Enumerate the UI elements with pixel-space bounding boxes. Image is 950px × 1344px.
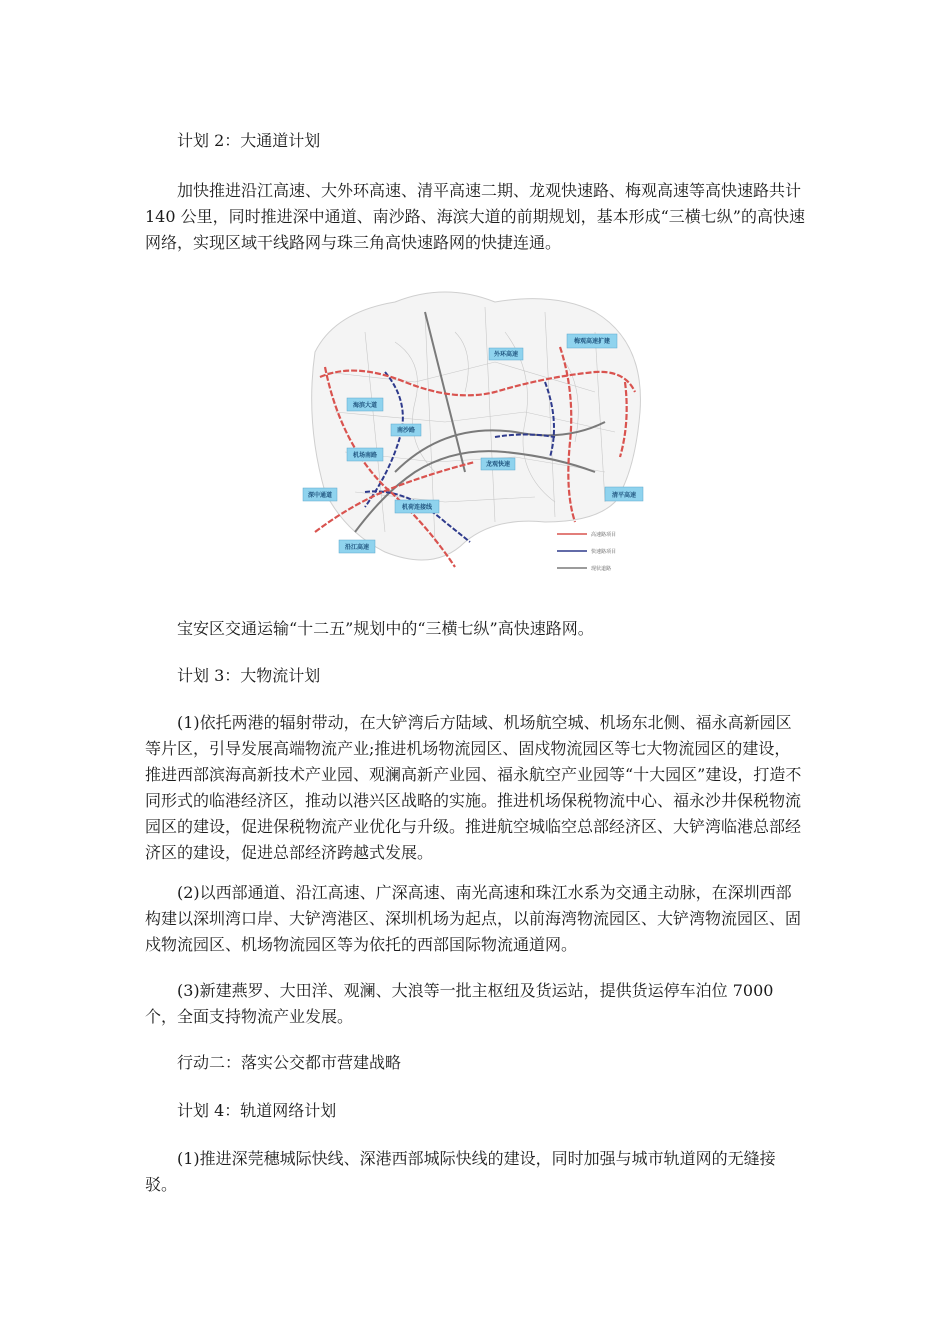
plan2-heading: 计划 2：大通道计划 — [177, 131, 321, 150]
plan4-item1: (1)推进深莞穗城际快线、深港西部城际快线的建设，同时加强与城市轨道网的无缝接驳。 — [145, 1149, 776, 1194]
plan3-item1: (1)依托两港的辐射带动，在大铲湾后方陆域、机场航空城、机场东北侧、福永高新园区等片区，引导发展高端物流产业;推进机场物流园区、固戍物流园区等七大物流园区的建设，推进西部滨海高新技术产业园、观澜高新产业园、福永航空产业园等“十大园区”建设，打造不同形式的临港经济区，推动以港兴区战略的实施。推进机场保税物流中心、福永沙井保税物流园区的建设，促进保税物流产业优化与升级。推进航空城临空总部经济区、大铲湾临港总部经济区的建设，促进总部经济跨越式发展。 — [145, 713, 802, 862]
legend-express: 快速路项目 — [591, 549, 617, 555]
plan3-item2: (2)以西部通道、沿江高速、广深高速、南光高速和珠江水系为交通主动脉，在深圳西部构建以深圳湾口岸、大铲湾港区、深圳机场为起点，以前海湾物流园区、大铲湾物流园区、固戍物流园区、机场物流园区等为依托的西部国际物流通道网。 — [145, 883, 802, 954]
legend-highway: 高速路项目 — [591, 532, 617, 538]
road-network-map — [295, 272, 661, 577]
label-qingping: 清平高速 — [611, 492, 637, 499]
label-waihuan: 外环高速 — [493, 351, 519, 358]
label-shenzhong: 深中通道 — [307, 492, 333, 499]
map-caption: 宝安区交通运输“十二五”规划中的“三横七纵”高快速路网。 — [177, 619, 594, 638]
label-nansha: 南沙路 — [396, 427, 416, 434]
action2-heading: 行动二：落实公交都市营建战略 — [177, 1053, 402, 1072]
legend-existing: 现状道路 — [591, 566, 612, 572]
label-meiguan: 梅观高速扩建 — [573, 338, 611, 345]
label-jichang: 机场南路 — [352, 452, 378, 459]
label-yanjiang: 沿江高速 — [344, 544, 370, 551]
map-legend — [557, 531, 616, 572]
plan4-heading: 计划 4：轨道网络计划 — [177, 1101, 337, 1120]
land-area — [312, 292, 641, 560]
map-svg — [295, 272, 661, 577]
plan2-body: 加快推进沿江高速、大外环高速、清平高速二期、龙观快速路、梅观高速等高快速路共计 140 公里，同时推进深中通道、南沙路、海滨大道的前期规划，基本形成“三横七纵”的高快速网络，实现区域干线路网与珠三角高快速路网的快捷连通。 — [145, 181, 805, 252]
label-longguan: 龙观快速 — [485, 461, 511, 468]
plan3-heading: 计划 3：大物流计划 — [177, 666, 321, 685]
plan3-item3: (3)新建燕罗、大田洋、观澜、大浪等一批主枢纽及货运站，提供货运停车泊位 7000 个，全面支持物流产业发展。 — [145, 981, 774, 1026]
label-jichanglink: 机荷连接线 — [401, 504, 433, 511]
label-haibin: 海滨大道 — [352, 402, 378, 409]
